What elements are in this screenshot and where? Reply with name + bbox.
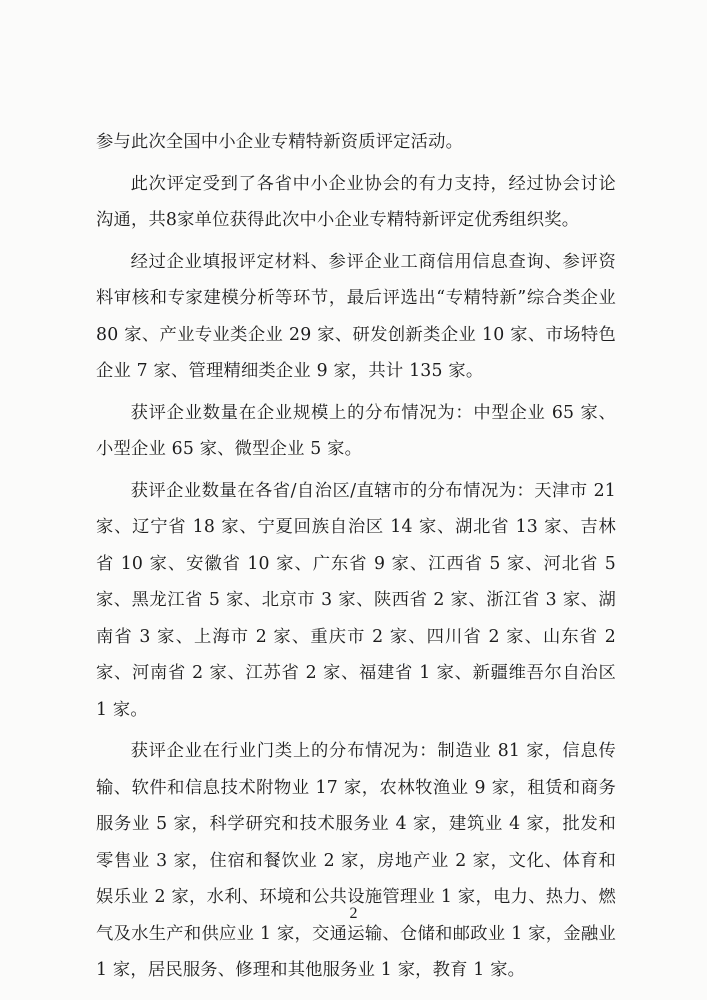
page-number: 2 [349, 905, 358, 922]
paragraph-industry-distribution: 获评企业在行业门类上的分布情况为：制造业 81 家，信息传输、软件和信息技术附物业 17 家，农林牧渔业 9 家，租赁和商务服务业 5 家，科学研究和技术服务业 4 家，建筑业 4 家，批发和零售业 3 家，住宿和餐饮业 2 家，房地产业 2 家，文化、体育和娱乐业 2 家，水利、环境和公共设施管理业 1 家，电力、热力、燃气及水生产和供应业 1 家，交通运输、仓储和邮政业 1 家，金融业 1 家，居民服务、修理和其他服务业 1 家，教育 1 家。 [96, 741, 616, 980]
document-body [96, 124, 616, 994]
paragraph-evaluation-results: 经过企业填报评定材料、参评企业工商信用信息查询、参评资料审核和专家建模分析等环节，最后评选出“专精特新”综合类企业 80 家、产业专业类企业 29 家、研发创新类企业 10 家、市场特色企业 7 家、管理精细类企业 9 家，共计 135 家。 [96, 251, 616, 381]
paragraph-province-distribution: 获评企业数量在各省/自治区/直辖市的分布情况为：天津市 21 家、辽宁省 18 家、宁夏回族自治区 14 家、湖北省 13 家、吉林省 10 家、安徽省 10 家、广东省 9 家、江西省 5 家、河北省 5 家、黑龙江省 5 家、北京市 3 家、陕西省 2 家、浙江省 3 家、湖南省 3 家、上海市 2 家、重庆市 2 家、四川省 2 家、山东省 2 家、河南省 2 家、江苏省 2 家、福建省 1 家、新疆维吾尔自治区 1 家。 [96, 480, 616, 720]
paragraph-continuation: 参与此次全国中小企业专精特新资质评定活动。 [96, 132, 464, 152]
paragraph-enterprise-size: 获评企业数量在企业规模上的分布情况为：中型企业 65 家、小型企业 65 家、微型企业 5 家。 [96, 402, 616, 459]
paragraph-support: 此次评定受到了各省中小企业协会的有力支持，经过协会讨论沟通，共8家单位获得此次中小企业专精特新评定优秀组织奖。 [96, 173, 616, 230]
